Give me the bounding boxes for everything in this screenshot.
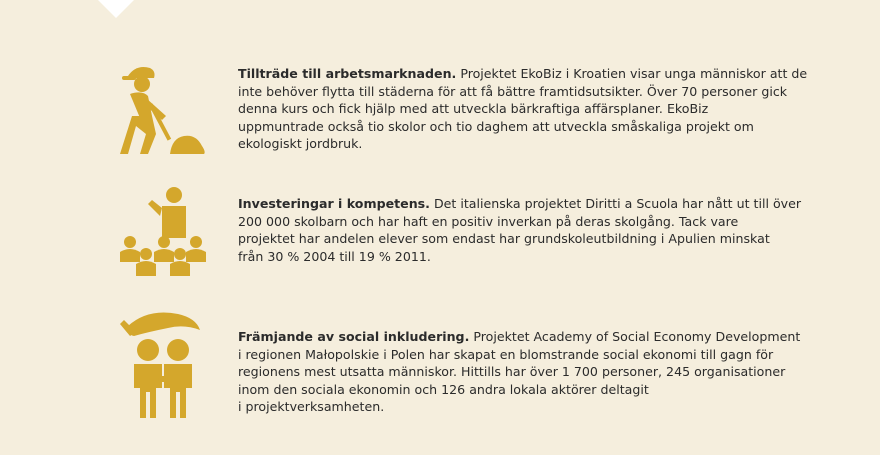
text-line: uppmuntrade också tio skolor och tio daghem att utveckla småskaliga projekt om (238, 118, 754, 134)
top-notch-decoration (96, 0, 136, 18)
text-line: Projektet EkoBiz i Kroatien visar unga människor att de (456, 66, 808, 81)
item-text (238, 65, 808, 153)
text-line: Det italienska projektet Diritti a Scuola har nått ut till över (429, 196, 802, 211)
text-line: inom den sociala ekonomin och 126 andra lokala aktörer deltagit (238, 381, 649, 397)
text-line: denna kurs och fick hjälp med att utveckla bärkraftiga affärsplaner. EkoBiz (238, 101, 709, 117)
text-line: projektet har andelen elever som endast har grundskoleutbildning i Apulien minskat (238, 231, 770, 247)
sheltered-people-icon (118, 308, 208, 424)
item-text (238, 328, 801, 416)
text-line: regionens mest utsatta människor. Hittills har över 1 700 personer, 245 organisationer (238, 364, 786, 380)
text-line: i regionen Małopolskie i Polen har skapat en blomstrande social ekonomi till gagn för (238, 346, 774, 362)
text-line: 200 000 skolbarn och har haft en positiv inverkan på deras skolgång. Tack vare (238, 213, 739, 229)
item-title: Främjande av social inkludering. (238, 329, 470, 344)
text-line: från 30 % 2004 till 19 % 2011. (238, 248, 431, 264)
text-line: inte behöver flytta till städerna för att få bättre framtidsutsikter. Över 70 personer gick (238, 83, 788, 99)
text-line: Projektet Academy of Social Economy Development (469, 329, 801, 344)
item-title: Tillträde till arbetsmarknaden. (238, 66, 457, 81)
item-text (238, 195, 802, 265)
text-line: i projektverksamheten. (238, 399, 385, 415)
teacher-audience-icon (118, 186, 208, 282)
item-title: Investeringar i kompetens. (238, 196, 430, 211)
worker-digging-icon (118, 62, 208, 162)
text-line: ekologiskt jordbruk. (238, 136, 363, 152)
